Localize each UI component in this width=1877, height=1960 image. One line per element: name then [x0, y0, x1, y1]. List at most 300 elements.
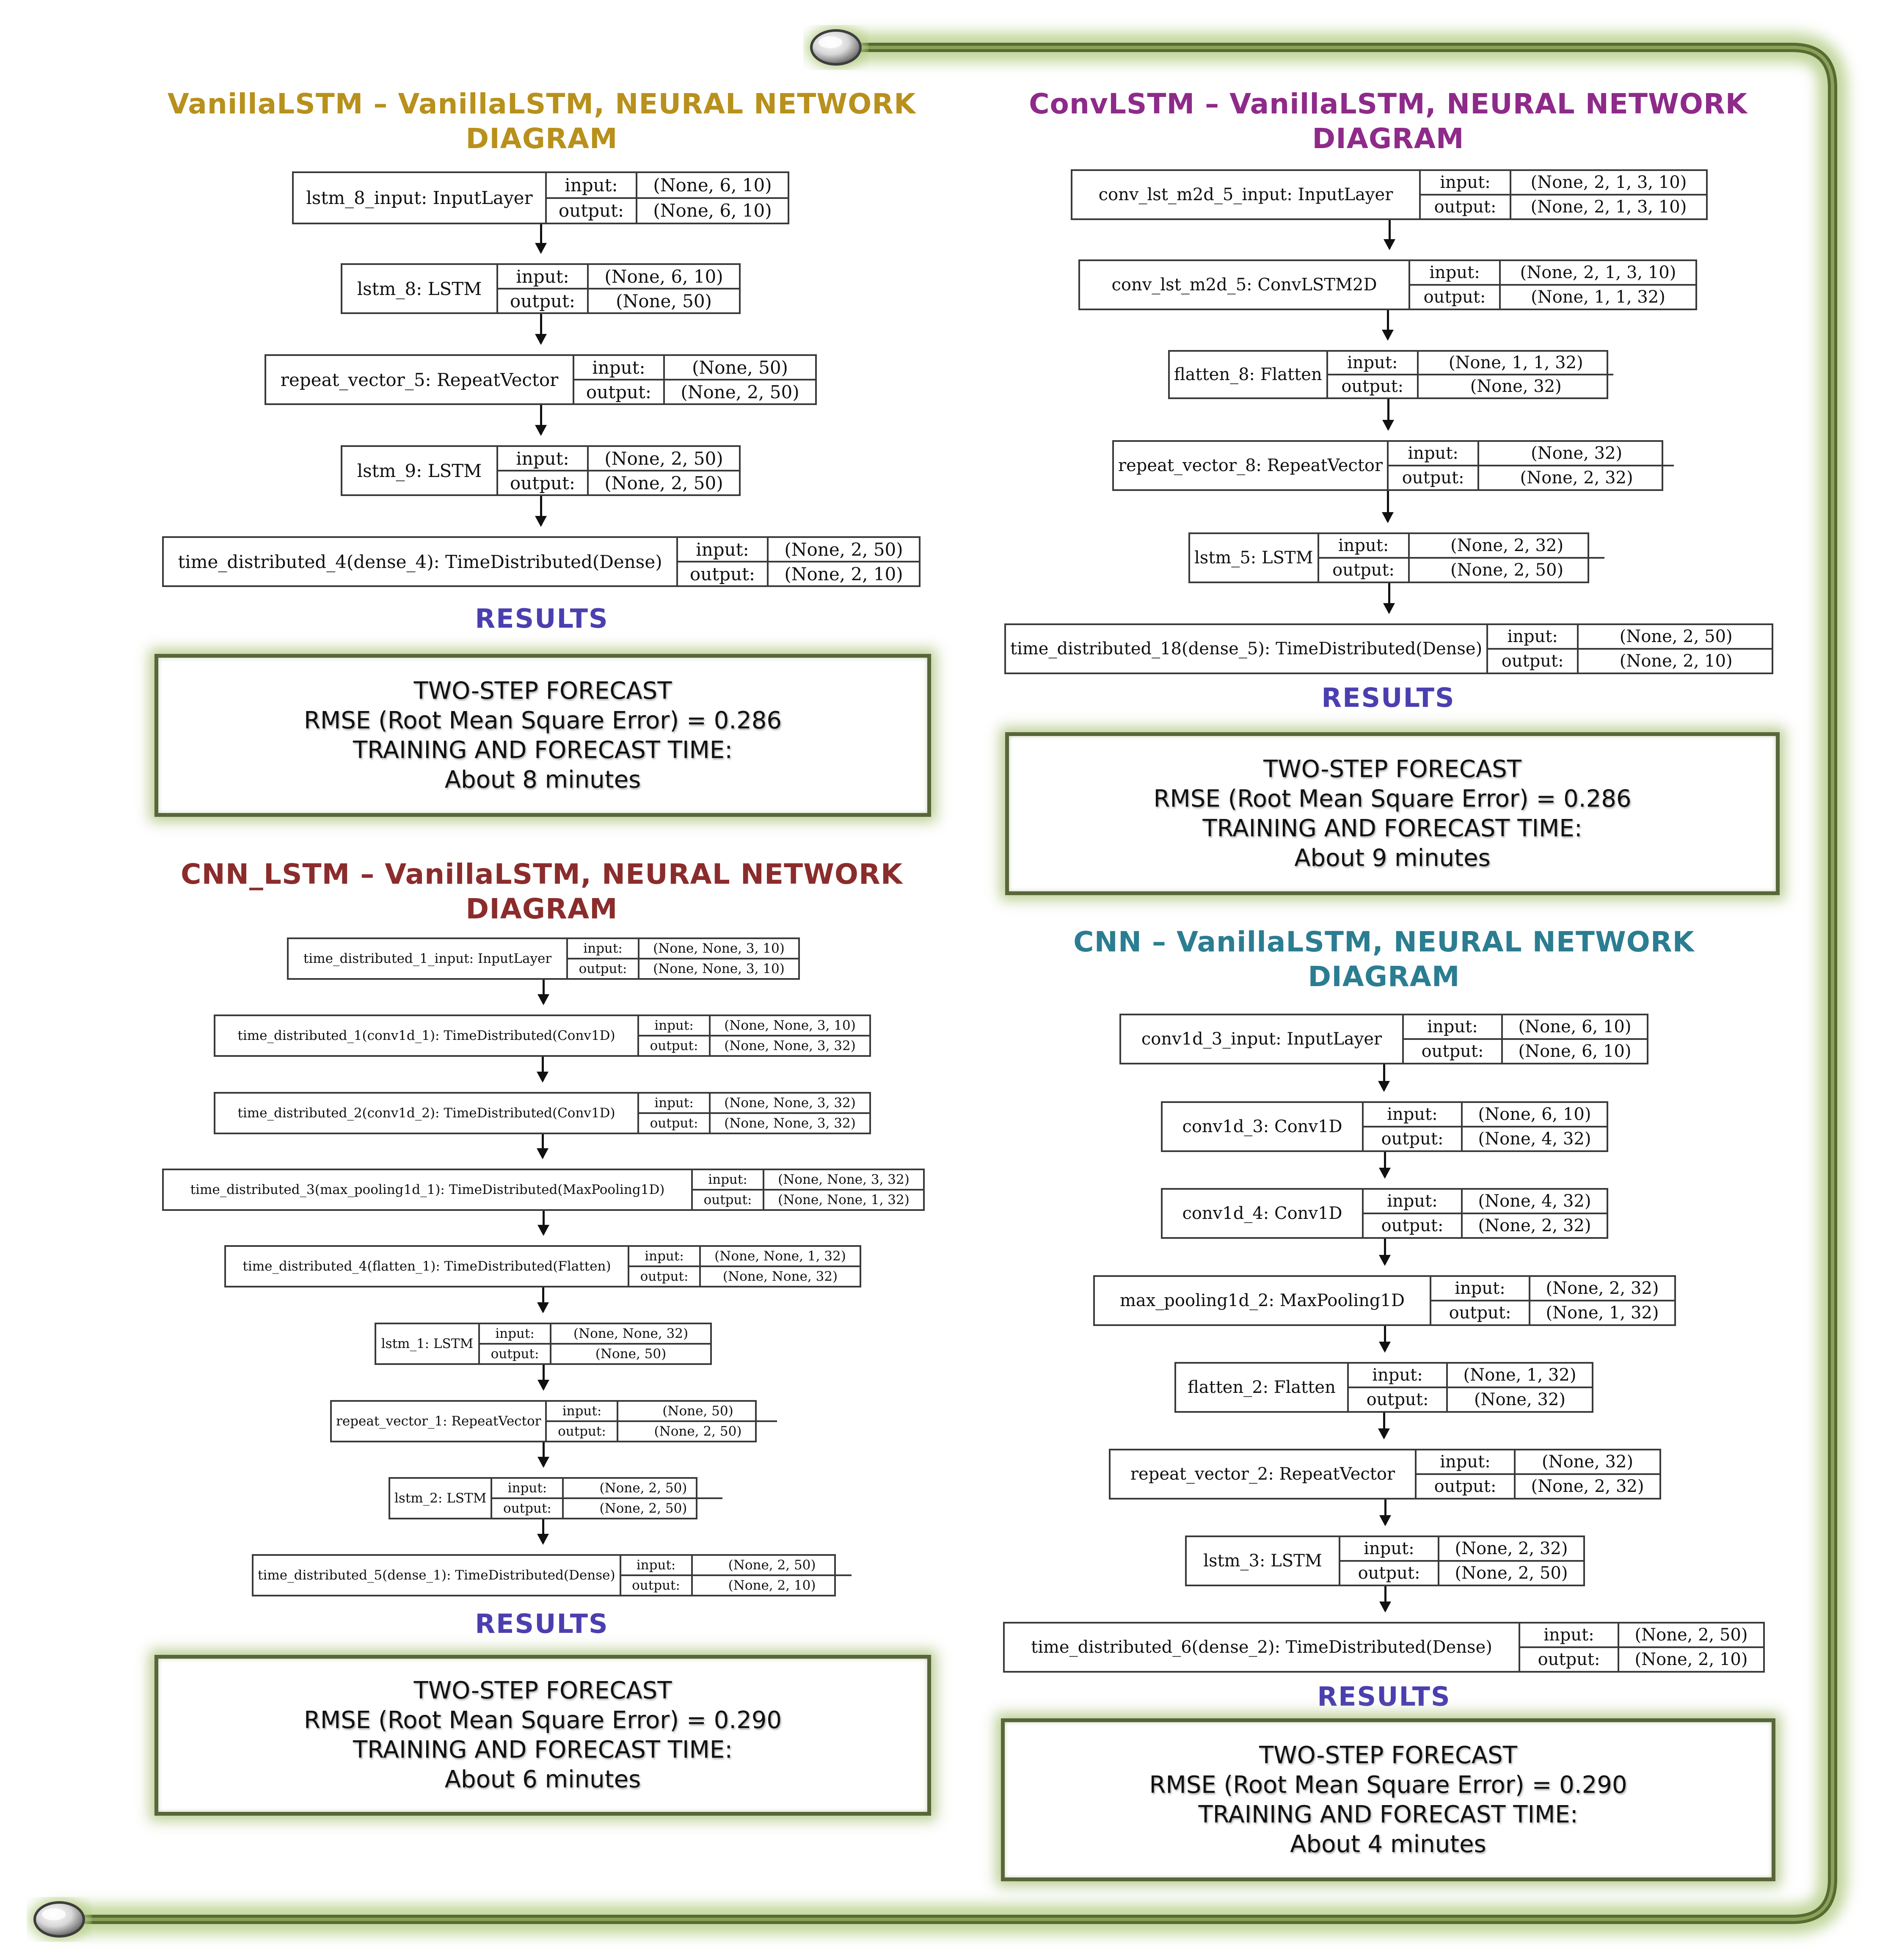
vanilla-layer-node	[341, 445, 741, 496]
layer-label: time_distributed_4(dense_4): TimeDistributed(Dense)	[164, 538, 678, 585]
cnnlstm-layer-node	[287, 937, 800, 980]
layer-label: lstm_3: LSTM	[1187, 1537, 1340, 1585]
layer-input-row	[1349, 1364, 1592, 1387]
layer-input-shape: (None, 2, 32)	[1455, 1539, 1568, 1558]
cnnlstm-layer-node	[375, 1323, 712, 1365]
layer-input-shape: (None, 4, 32)	[1478, 1191, 1591, 1211]
results-line: RMSE (Root Mean Square Error) = 0.290	[304, 1706, 782, 1734]
flow-arrow	[1384, 1239, 1386, 1264]
layer-io	[1349, 1364, 1592, 1411]
layer-input-shape: (None, 2, 50)	[604, 448, 723, 469]
cnn-title	[961, 925, 1807, 994]
layer-input-key: input:	[1431, 1277, 1530, 1300]
flow-arrow	[540, 224, 542, 252]
layer-label: lstm_1: LSTM	[376, 1324, 480, 1363]
layer-io	[693, 1170, 923, 1209]
layer-io	[1364, 1190, 1607, 1237]
flow-arrow	[1383, 1413, 1385, 1438]
layer-input-key: input:	[1364, 1103, 1463, 1126]
cnnlstm-title	[119, 857, 965, 926]
layer-label: repeat_vector_1: RepeatVector	[332, 1402, 547, 1441]
layer-input-shape: (None, 50)	[662, 1403, 733, 1419]
layer-input-row	[547, 173, 788, 197]
layer-label: time_distributed_4(flatten_1): TimeDistributed(Flatten)	[226, 1247, 629, 1286]
layer-label: conv_lst_m2d_5: ConvLSTM2D	[1080, 261, 1410, 309]
layer-label: conv1d_3_input: InputLayer	[1121, 1015, 1404, 1063]
layer-input-row	[1389, 442, 1674, 465]
layer-output-row	[693, 1189, 923, 1209]
results-line: TWO-STEP FORECAST	[1259, 1741, 1517, 1769]
conv-layer-node	[1078, 259, 1697, 310]
layer-io	[498, 447, 739, 494]
layer-output-row	[1349, 1387, 1592, 1411]
layer-label: repeat_vector_8: RepeatVector	[1114, 442, 1389, 489]
layer-input-shape: (None, None, 3, 10)	[653, 941, 785, 956]
flow-arrow	[542, 1057, 544, 1081]
layer-output-key: output:	[1364, 1127, 1463, 1150]
layer-output-shape: (None, None, 1, 32)	[778, 1192, 910, 1207]
layer-output-row	[480, 1343, 710, 1363]
layer-input-shape: (None, 2, 1, 3, 10)	[1520, 263, 1676, 282]
results-line: TRAINING AND FORECAST TIME:	[1202, 814, 1582, 842]
layer-input-row	[498, 265, 739, 288]
layer-io	[547, 1402, 777, 1441]
cnn-results-heading: RESULTS	[1317, 1681, 1451, 1712]
cnnlstm-layer-node	[330, 1400, 757, 1442]
cnnlstm-layer-node	[214, 1092, 871, 1134]
layer-input-key: input:	[1520, 1624, 1619, 1646]
layer-output-shape: (None, 1, 32)	[1546, 1303, 1659, 1323]
layer-input-shape: (None, 32)	[1541, 1452, 1634, 1472]
layer-input-key: input:	[1410, 261, 1501, 284]
layer-io	[629, 1247, 860, 1286]
layer-output-key: output:	[547, 1422, 618, 1441]
layer-output-key: output:	[1431, 1301, 1530, 1324]
layer-output-key: output:	[639, 1037, 711, 1055]
layer-input-shape: (None, 32)	[1531, 444, 1623, 463]
vanilla-layer-node	[341, 263, 741, 314]
layer-input-shape: (None, None, 1, 32)	[714, 1249, 846, 1264]
layer-input-row	[1421, 171, 1706, 194]
layer-input-key: input:	[547, 173, 637, 197]
layer-output-shape: (None, 2, 10)	[784, 563, 903, 584]
layer-input-shape: (None, 2, 32)	[1546, 1279, 1659, 1298]
flow-arrow	[542, 1134, 544, 1158]
layer-io	[1389, 442, 1674, 489]
flow-arrow	[542, 1287, 544, 1312]
layer-input-key: input:	[1389, 442, 1479, 465]
layer-output-row	[1328, 374, 1613, 397]
layer-input-key: input:	[1421, 171, 1511, 194]
layer-input-key: input:	[1319, 534, 1410, 557]
results-line: TRAINING AND FORECAST TIME:	[353, 736, 733, 764]
layer-output-key: output:	[1417, 1475, 1516, 1498]
layer-input-row	[568, 939, 798, 958]
layer-input-shape: (None, 2, 50)	[1619, 627, 1733, 646]
layer-io	[547, 173, 788, 223]
layer-label: max_pooling1d_2: MaxPooling1D	[1095, 1277, 1431, 1324]
layer-output-key: output:	[498, 289, 589, 312]
layer-label: conv1d_3: Conv1D	[1163, 1103, 1364, 1150]
layer-output-key: output:	[1389, 466, 1479, 489]
layer-label: time_distributed_5(dense_1): TimeDistributed(Dense)	[254, 1556, 621, 1595]
layer-output-row	[1421, 194, 1706, 218]
layer-input-row	[1404, 1015, 1647, 1038]
layer-output-row	[1364, 1213, 1607, 1237]
layer-label: lstm_9: LSTM	[342, 447, 498, 494]
layer-output-row	[568, 958, 798, 978]
layer-output-key: output:	[498, 471, 589, 494]
flow-arrow	[1388, 583, 1390, 612]
layer-output-row	[1319, 557, 1604, 582]
layer-input-shape: (None, None, 3, 32)	[778, 1172, 910, 1187]
flow-arrow	[540, 405, 542, 434]
layer-output-key: output:	[1520, 1648, 1619, 1671]
layer-output-row	[639, 1112, 869, 1133]
layer-input-row	[678, 538, 919, 561]
layer-input-row	[1328, 352, 1613, 374]
layer-io	[480, 1324, 710, 1363]
layer-io	[639, 1094, 869, 1133]
cnnlstm-results-heading: RESULTS	[475, 1608, 609, 1639]
results-line: TRAINING AND FORECAST TIME:	[1198, 1800, 1578, 1828]
layer-output-key: output:	[1421, 196, 1511, 218]
layer-input-key: input:	[1364, 1190, 1463, 1213]
flow-arrow	[540, 314, 542, 343]
layer-output-row	[492, 1497, 722, 1518]
layer-io	[1488, 625, 1773, 673]
cnnlstm-layer-node	[389, 1477, 697, 1519]
results-line: RMSE (Root Mean Square Error) = 0.286	[304, 706, 782, 734]
conv-title	[965, 87, 1811, 156]
layer-input-row	[621, 1556, 852, 1574]
layer-label: time_distributed_3(max_pooling1d_1): TimeDistributed(MaxPooling1D)	[164, 1170, 693, 1209]
cnnlstm-layer-node	[252, 1554, 836, 1596]
layer-input-row	[1364, 1103, 1607, 1126]
layer-output-key: output:	[1340, 1562, 1439, 1585]
layer-input-key: input:	[1488, 625, 1579, 648]
layer-input-shape: (None, 6, 10)	[604, 266, 723, 287]
flow-arrow	[1387, 491, 1389, 521]
layer-output-key: output:	[480, 1345, 551, 1363]
vanilla-title-line: DIAGRAM	[466, 122, 618, 155]
layer-input-row	[1520, 1624, 1763, 1646]
cnnlstm-layer-node	[162, 1169, 925, 1211]
layer-output-key: output:	[1488, 650, 1579, 673]
layer-output-key: output:	[574, 380, 665, 403]
layer-label: repeat_vector_2: RepeatVector	[1111, 1450, 1417, 1498]
layer-input-row	[498, 447, 739, 470]
layer-label: time_distributed_1_input: InputLayer	[289, 939, 568, 978]
layer-input-key: input:	[1328, 352, 1419, 374]
layer-io	[574, 356, 815, 403]
vanilla-results-heading: RESULTS	[475, 603, 609, 634]
layer-output-row	[498, 288, 739, 312]
layer-input-row	[693, 1170, 923, 1189]
flow-arrow	[1384, 1500, 1386, 1524]
layer-io	[498, 265, 739, 312]
layer-output-key: output:	[629, 1267, 701, 1286]
results-line: About 6 minutes	[444, 1766, 641, 1793]
layer-output-key: output:	[693, 1191, 764, 1209]
bottom-knob	[30, 1899, 89, 1940]
layer-output-shape: (None, 6, 10)	[1518, 1042, 1632, 1061]
layer-output-shape: (None, 2, 50)	[599, 1501, 687, 1516]
layer-label: time_distributed_2(conv1d_2): TimeDistributed(Conv1D)	[215, 1094, 639, 1133]
layer-output-row	[1520, 1646, 1763, 1671]
layer-output-key: output:	[639, 1114, 711, 1133]
layer-io	[1520, 1624, 1763, 1671]
layer-output-row	[574, 379, 815, 403]
layer-label: repeat_vector_5: RepeatVector	[266, 356, 574, 403]
cnn-layer-node	[1003, 1622, 1765, 1673]
vanilla-layer-node	[162, 536, 921, 587]
results-line: TWO-STEP FORECAST	[413, 1677, 672, 1704]
layer-io	[1364, 1103, 1607, 1150]
layer-output-shape: (None, 2, 10)	[1619, 651, 1733, 671]
layer-input-shape: (None, None, 32)	[573, 1326, 689, 1341]
layer-output-shape: (None, None, 3, 32)	[724, 1116, 856, 1131]
layer-output-key: output:	[568, 959, 639, 978]
layer-input-row	[1488, 625, 1773, 648]
conv-title-line: DIAGRAM	[1312, 122, 1464, 155]
layer-output-key: output:	[621, 1576, 693, 1595]
cnnlstm-title-line: CNN_LSTM – VanillaLSTM, NEURAL NETWORK	[181, 858, 903, 890]
layer-input-row	[639, 1094, 869, 1112]
layer-input-row	[547, 1402, 777, 1420]
cnnlstm-results-box	[154, 1655, 931, 1816]
cnnlstm-layer-node	[224, 1245, 861, 1287]
layer-output-row	[621, 1574, 852, 1595]
layer-input-key: input:	[492, 1479, 564, 1497]
layer-output-shape: (None, 2, 10)	[1634, 1650, 1748, 1669]
results-line: TWO-STEP FORECAST	[1263, 755, 1521, 783]
results-line: About 9 minutes	[1294, 844, 1491, 872]
layer-input-row	[492, 1479, 722, 1497]
layer-input-row	[480, 1324, 710, 1343]
conv-layer-node	[1004, 623, 1773, 674]
layer-input-row	[1431, 1277, 1674, 1300]
layer-input-key: input:	[574, 356, 665, 379]
layer-output-shape: (None, 2, 50)	[1455, 1563, 1568, 1583]
layer-output-shape: (None, None, 3, 10)	[653, 961, 785, 976]
vanilla-title	[119, 87, 965, 156]
results-line: About 8 minutes	[444, 766, 641, 794]
results-line: TWO-STEP FORECAST	[413, 677, 672, 705]
flow-arrow	[1387, 399, 1389, 429]
results-line: TRAINING AND FORECAST TIME:	[353, 1736, 733, 1764]
layer-output-key: output:	[547, 199, 637, 223]
layer-input-key: input:	[480, 1324, 551, 1343]
conv-title-line: ConvLSTM – VanillaLSTM, NEURAL NETWORK	[1029, 88, 1747, 120]
layer-input-key: input:	[498, 265, 589, 288]
layer-input-row	[1319, 534, 1604, 557]
results-line: RMSE (Root Mean Square Error) = 0.290	[1149, 1771, 1627, 1799]
layer-input-row	[1417, 1450, 1659, 1473]
layer-output-key: output:	[1328, 375, 1419, 397]
layer-input-key: input:	[639, 1016, 711, 1035]
layer-output-row	[629, 1265, 860, 1286]
layer-label: conv1d_4: Conv1D	[1163, 1190, 1364, 1237]
layer-io	[1404, 1015, 1647, 1063]
layer-input-shape: (None, 6, 10)	[1478, 1105, 1591, 1124]
layer-output-row	[1364, 1126, 1607, 1150]
layer-input-row	[1340, 1537, 1583, 1560]
conv-results-box	[1005, 732, 1780, 895]
flow-arrow	[1384, 1586, 1386, 1611]
cnn-layer-node	[1161, 1101, 1608, 1152]
flow-arrow	[540, 496, 542, 525]
layer-output-shape: (None, 2, 32)	[1531, 1477, 1644, 1496]
layer-output-shape: (None, 50)	[616, 290, 712, 312]
conv-results-heading: RESULTS	[1321, 682, 1455, 713]
cnnlstm-title-line: DIAGRAM	[466, 893, 618, 925]
layer-input-shape: (None, 2, 1, 3, 10)	[1530, 173, 1687, 192]
layer-output-shape: (None, 2, 1, 3, 10)	[1530, 197, 1687, 217]
cnnlstm-layer-node	[214, 1014, 871, 1057]
top-knob	[806, 27, 865, 68]
layer-input-row	[639, 1016, 869, 1035]
layer-label: time_distributed_18(dense_5): TimeDistributed(Dense)	[1006, 625, 1488, 673]
cnn-layer-node	[1109, 1449, 1661, 1500]
layer-input-shape: (None, 2, 32)	[1450, 536, 1564, 555]
flow-arrow	[543, 1365, 545, 1389]
flow-arrow	[1387, 310, 1389, 339]
layer-input-key: input:	[1349, 1364, 1448, 1387]
flow-arrow	[543, 1211, 545, 1234]
conv-layer-node	[1112, 440, 1663, 491]
layer-label: lstm_8_input: InputLayer	[294, 173, 547, 223]
layer-output-row	[1417, 1473, 1659, 1498]
layer-output-shape: (None, 4, 32)	[1478, 1129, 1591, 1149]
flow-arrow	[543, 1442, 545, 1466]
results-line: RMSE (Root Mean Square Error) = 0.286	[1153, 785, 1632, 813]
flow-arrow	[1383, 1064, 1385, 1090]
layer-output-shape: (None, None, 32)	[722, 1269, 838, 1284]
cnn-title-line: DIAGRAM	[1308, 960, 1460, 993]
layer-io	[1417, 1450, 1659, 1498]
cnn-layer-node	[1093, 1275, 1676, 1326]
layer-input-shape: (None, 6, 10)	[1518, 1017, 1632, 1037]
layer-input-key: input:	[639, 1094, 711, 1112]
layer-output-shape: (None, 50)	[595, 1346, 667, 1362]
layer-output-shape: (None, 2, 50)	[604, 472, 723, 493]
layer-input-key: input:	[547, 1402, 618, 1420]
layer-output-row	[547, 1420, 777, 1441]
layer-output-key: output:	[492, 1499, 564, 1518]
layer-output-shape: (None, None, 3, 32)	[724, 1038, 856, 1053]
layer-output-row	[1389, 465, 1674, 489]
layer-input-shape: (None, None, 3, 32)	[724, 1095, 856, 1111]
layer-input-key: input:	[1404, 1015, 1503, 1038]
layer-output-row	[1404, 1038, 1647, 1063]
layer-output-key: output:	[1364, 1214, 1463, 1237]
layer-label: lstm_2: LSTM	[390, 1479, 492, 1518]
layer-input-shape: (None, 2, 50)	[784, 539, 903, 560]
cnn-results-box	[1001, 1718, 1775, 1881]
layer-input-key: input:	[1417, 1450, 1516, 1473]
layer-output-key: output:	[1404, 1040, 1503, 1063]
layer-output-row	[678, 561, 919, 585]
layer-io	[492, 1479, 722, 1518]
layer-output-shape: (None, 2, 50)	[681, 381, 799, 402]
layer-output-shape: (None, 2, 32)	[1520, 468, 1633, 488]
layer-io	[1421, 171, 1706, 218]
layer-output-row	[1488, 648, 1773, 673]
layer-output-key: output:	[678, 562, 769, 585]
layer-input-row	[1364, 1190, 1607, 1213]
layer-input-key: input:	[693, 1170, 764, 1189]
layer-output-row	[1431, 1300, 1674, 1324]
layer-input-key: input:	[678, 538, 769, 561]
layer-input-key: input:	[498, 447, 589, 470]
vanilla-layer-node	[292, 171, 789, 224]
layer-output-key: output:	[1410, 286, 1501, 309]
layer-output-shape: (None, 32)	[1470, 377, 1562, 396]
layer-label: time_distributed_6(dense_2): TimeDistributed(Dense)	[1005, 1624, 1520, 1671]
layer-input-key: input:	[629, 1247, 701, 1265]
layer-label: flatten_8: Flatten	[1170, 352, 1328, 397]
layer-output-row	[547, 197, 788, 223]
layer-label: time_distributed_1(conv1d_1): TimeDistributed(Conv1D)	[215, 1016, 639, 1055]
layer-output-row	[1410, 284, 1695, 309]
layer-input-row	[629, 1247, 860, 1265]
layer-input-shape: (None, 1, 1, 32)	[1448, 353, 1583, 372]
layer-io	[639, 1016, 869, 1055]
layer-output-shape: (None, 2, 50)	[1450, 560, 1564, 580]
flow-arrow	[543, 980, 545, 1003]
conv-layer-node	[1168, 350, 1608, 399]
layer-input-key: input:	[568, 939, 639, 958]
layer-label: lstm_8: LSTM	[342, 265, 498, 312]
layer-label: lstm_5: LSTM	[1190, 534, 1319, 582]
conv-layer-node	[1071, 169, 1708, 220]
layer-io	[1319, 534, 1604, 582]
layer-input-shape: (None, 2, 50)	[599, 1480, 687, 1496]
layer-output-row	[639, 1035, 869, 1055]
layer-output-shape: (None, 32)	[1474, 1390, 1566, 1409]
layer-output-shape: (None, 1, 1, 32)	[1531, 287, 1665, 307]
layer-output-row	[498, 470, 739, 494]
layer-input-shape: (None, 6, 10)	[653, 174, 772, 196]
layer-label: flatten_2: Flatten	[1176, 1364, 1349, 1411]
layer-output-shape: (None, 2, 10)	[728, 1578, 816, 1593]
layer-input-shape: (None, 2, 50)	[728, 1558, 816, 1573]
flow-arrow	[1384, 1326, 1386, 1351]
layer-output-row	[1340, 1560, 1583, 1585]
flow-arrow	[1389, 220, 1391, 248]
cnn-layer-node	[1161, 1188, 1608, 1239]
vanilla-results-box	[154, 654, 931, 817]
layer-io	[1340, 1537, 1583, 1585]
layer-input-shape: (None, None, 3, 10)	[724, 1018, 856, 1033]
layer-input-key: input:	[1340, 1537, 1439, 1560]
cnn-layer-node	[1185, 1535, 1585, 1586]
cnn-layer-node	[1119, 1014, 1648, 1064]
flow-arrow	[542, 1519, 544, 1543]
vanilla-title-line: VanillaLSTM – VanillaLSTM, NEURAL NETWORK	[167, 88, 916, 120]
layer-output-shape: (None, 6, 10)	[653, 200, 772, 221]
layer-input-key: input:	[621, 1556, 693, 1574]
layer-input-shape: (None, 1, 32)	[1463, 1365, 1577, 1385]
cnn-layer-node	[1174, 1362, 1593, 1413]
vanilla-layer-node	[265, 354, 817, 405]
layer-input-shape: (None, 2, 50)	[1634, 1625, 1748, 1645]
cnn-title-line: CNN – VanillaLSTM, NEURAL NETWORK	[1073, 926, 1695, 958]
layer-output-shape: (None, 2, 32)	[1478, 1216, 1591, 1235]
layer-output-shape: (None, 2, 50)	[654, 1424, 742, 1439]
layer-io	[1410, 261, 1695, 309]
